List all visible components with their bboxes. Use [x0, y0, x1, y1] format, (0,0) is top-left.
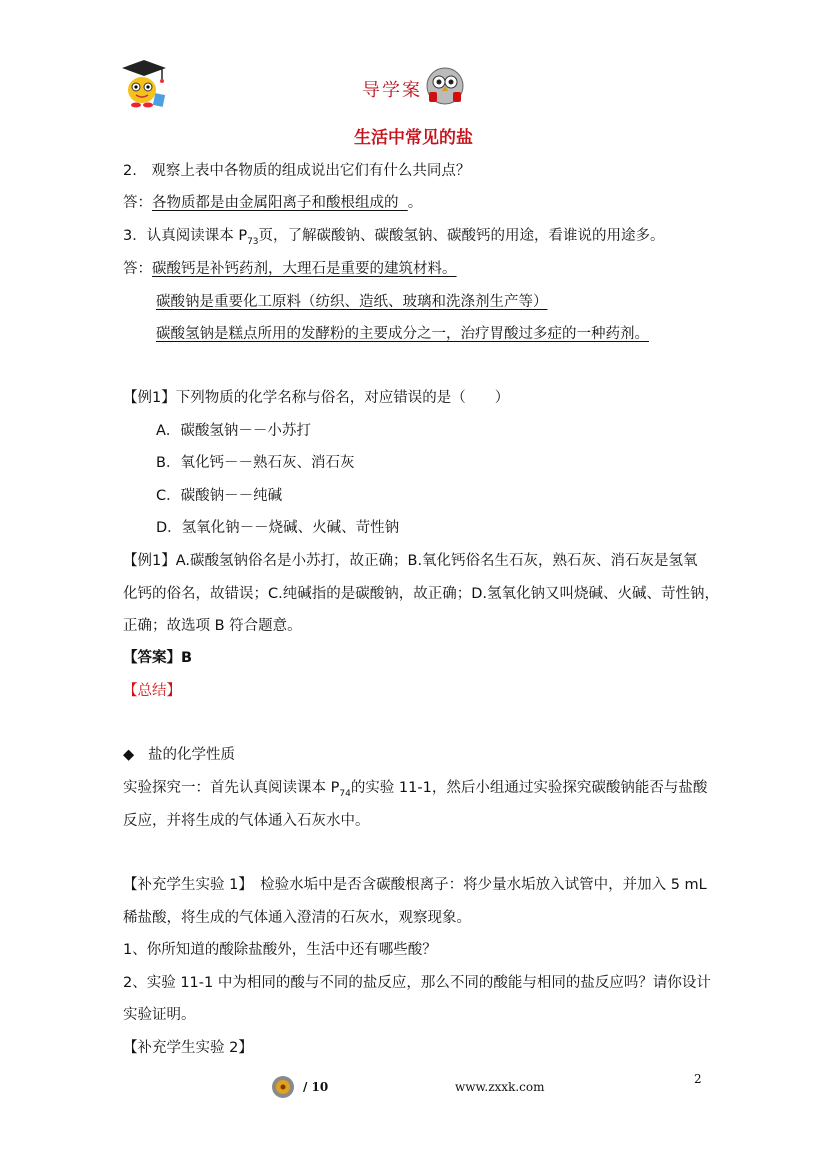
- question-b-line-2: 实验证明。: [123, 1007, 196, 1023]
- explanation-line-1: 【例1】A.碳酸氢钠俗名是小苏打，故正确；B.氧化钙俗名生石灰，熟石灰、消石灰是氢氧: [123, 553, 698, 569]
- answer-2-text: 各物质都是由金属阳离子和酸根组成的: [152, 195, 399, 211]
- explanation-line-3: 正确；故选项 B 符合题意。: [123, 618, 302, 634]
- diamond-bullet-icon: ◆: [123, 747, 135, 763]
- document-title: 生活中常见的盐: [354, 128, 473, 148]
- experiment-1-line-1: 实验探究一：首先认真阅读课本 $P_{74}$的实验 11-1，然后小组通过实验探究碳酸钠能否与盐酸: [123, 780, 708, 799]
- question-3: 3．认真阅读课本 $P_{73}$页，了解碳酸钠、碳酸氢钠、碳酸钙的用途，看谁说的用途多。: [123, 228, 665, 247]
- option-b: B．氧化钙－－熟石灰、消石灰: [156, 455, 355, 471]
- answer-3-line-2: 碳酸钠是重要化工原料（纺织、造纸、玻璃和洗涤剂生产等）: [156, 294, 548, 310]
- answer-2: 答：各物质都是由金属阳离子和酸根组成的 。: [123, 195, 423, 211]
- page-number: 2: [694, 1072, 702, 1086]
- supplement-1-line-1: 【补充学生实验 1】 检验水垢中是否含碳酸根离子：将少量水垢放入试管中，并加入 5 mL: [123, 877, 707, 893]
- section-heading: ◆ 盐的化学性质: [123, 747, 235, 763]
- supplement-1-line-2: 稀盐酸，将生成的气体通入澄清的石灰水，观察现象。: [123, 910, 471, 926]
- page-disc-icon: [271, 1075, 295, 1099]
- explanation-line-2: 化钙的俗名，故错误；C.纯碱指的是碳酸钠，故正确；D.氢氧化钠又叫烧碱、火碱、苛性钠，: [123, 586, 720, 602]
- question-2: 2. 观察上表中各物质的组成说出它们有什么共同点？: [123, 163, 471, 179]
- site-url[interactable]: www.zxxk.com: [455, 1080, 545, 1094]
- experiment-1-line-2: 反应，并将生成的气体通入石灰水中。: [123, 813, 370, 829]
- example-1-question: 【例1】下列物质的化学名称与俗名，对应错误的是（ ）: [123, 390, 510, 406]
- option-d: D．氢氧化钠－－烧碱、火碱、苛性钠: [156, 520, 400, 536]
- question-b-line-1: 2、实验 11-1 中为相同的酸与不同的盐反应，那么不同的酸能与相同的盐反应吗？请你设计: [123, 975, 711, 991]
- page-total: / 10: [303, 1080, 329, 1094]
- option-c: C．碳酸钠－－纯碱: [156, 488, 283, 504]
- option-a: A．碳酸氢钠－－小苏打: [156, 423, 311, 439]
- answer-3-line-3: 碳酸氢钠是糕点所用的发酵粉的主要成分之一，治疗胃酸过多症的一种药剂。: [156, 326, 649, 342]
- answer-3-line-1: 答：碳酸钙是补钙药剂，大理石是重要的建筑材料。: [123, 261, 457, 277]
- header-title: 导学案: [362, 80, 422, 101]
- supplement-2: 【补充学生实验 2】: [123, 1040, 253, 1056]
- owl-logo-icon: [425, 66, 465, 106]
- answer-label: 【答案】B: [123, 650, 193, 666]
- scholar-mascot-icon: [118, 58, 170, 110]
- summary-label: 【总结】: [123, 683, 181, 699]
- question-a: 1、你所知道的酸除盐酸外，生活中还有哪些酸？: [123, 942, 437, 958]
